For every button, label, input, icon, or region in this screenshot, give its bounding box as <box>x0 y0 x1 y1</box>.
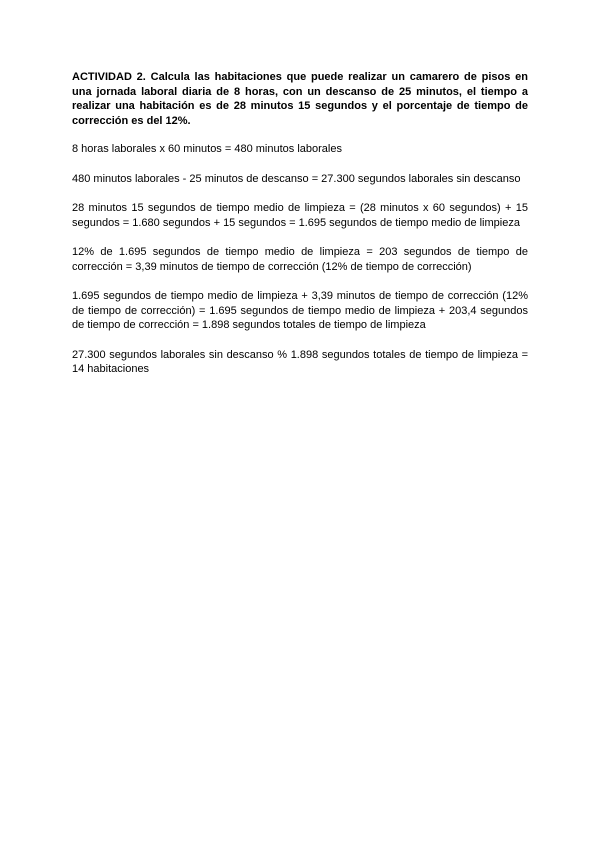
activity-heading: ACTIVIDAD 2. Calcula las habitaciones que puede realizar un camarero de pisos en una jornada laboral diaria de 8 horas, con un descanso de 25 minutos, el tiempo a realizar una habitación es de 28 minutos 15 segundos y el porcentaje de tiempo de corrección es del 12%. <box>72 71 528 127</box>
paragraph-correction-time: 12% de 1.695 segundos de tiempo medio de limpieza = 203 segundos de tiempo de corrección = 3,39 minutos de tiempo de corrección (12% de tiempo de corrección) <box>72 246 528 273</box>
document-body <box>72 70 528 377</box>
paragraph-total-time: 1.695 segundos de tiempo medio de limpieza + 3,39 minutos de tiempo de corrección (12% de tiempo de corrección) = 1.695 segundos de tiempo medio de limpieza + 203,4 segundos de tiempo de corrección = 1.898 segundos totales de tiempo de limpieza <box>72 290 528 331</box>
paragraph-hours-to-minutes: 8 horas laborales x 60 minutos = 480 minutos laborales <box>72 143 342 155</box>
paragraph-cleaning-time: 28 minutos 15 segundos de tiempo medio de limpieza = (28 minutos x 60 segundos) + 15 segundos = 1.680 segundos + 15 segundos = 1.695 segundos de tiempo medio de limpieza <box>72 202 528 229</box>
paragraph-result: 27.300 segundos laborales sin descanso % 1.898 segundos totales de tiempo de limpieza = 14 habitaciones <box>72 348 528 375</box>
paragraph-minus-break: 480 minutos laborales - 25 minutos de descanso = 27.300 segundos laborales sin descanso <box>72 172 521 185</box>
